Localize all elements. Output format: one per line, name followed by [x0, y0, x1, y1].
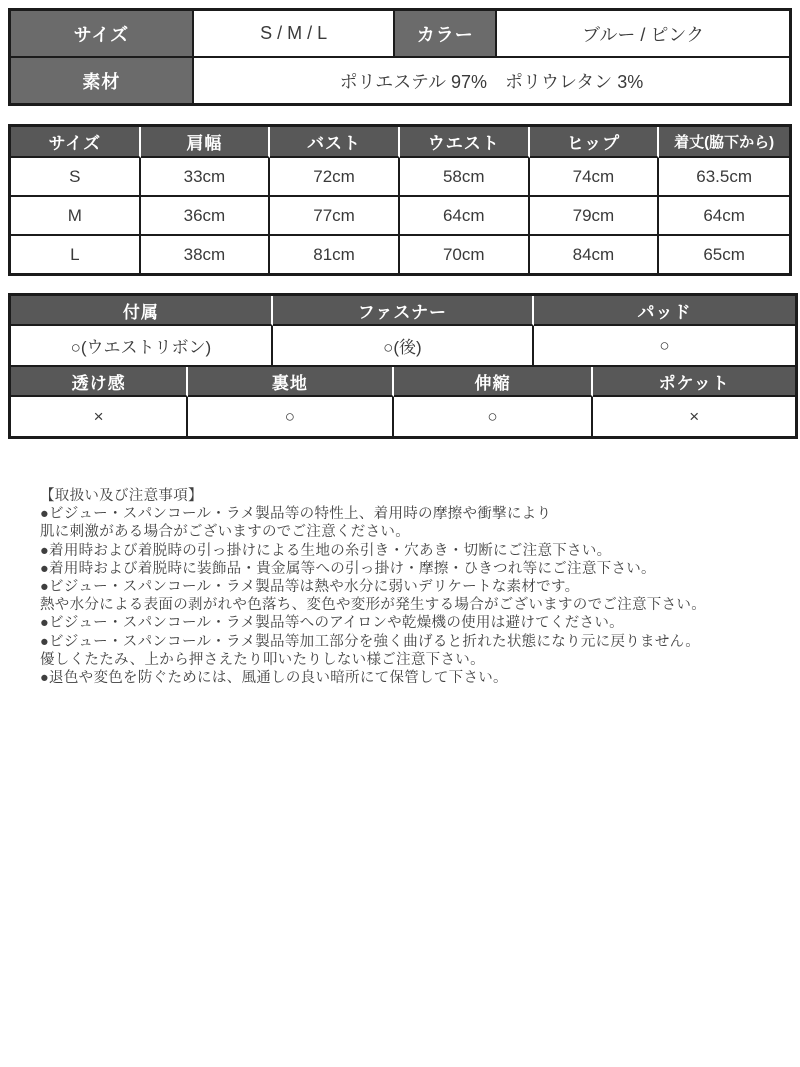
care-note-line: ●着用時および着脱時の引っ掛けによる生地の糸引き・穴あき・切断にご注意下さい。 [40, 542, 612, 559]
value-lining: ○ [188, 397, 393, 436]
header-pocket: ポケット [593, 367, 795, 397]
care-note-line: ●退色や変色を防ぐためには、風通しの良い暗所にて保管して下さい。 [40, 670, 508, 687]
care-notes-title: 【取扱い及び注意事項】 [40, 488, 203, 504]
header-waist: ウエスト [400, 127, 530, 158]
value-stretch: ○ [394, 397, 594, 436]
header-stretch: 伸縮 [394, 367, 594, 397]
cell-hip: 84cm [530, 236, 660, 273]
header-hip: ヒップ [530, 127, 660, 158]
header-pad: パッド [534, 296, 795, 326]
cell-waist: 58cm [400, 158, 530, 197]
value-fastener: ○(後) [273, 326, 534, 367]
care-notes [40, 487, 784, 687]
spec-a-value-row [11, 326, 795, 367]
care-note-line: ●着用時および着脱時に装飾品・貴金属等への引っ掛け・摩擦・ひきつれ等にご注意下さい。 [40, 560, 656, 577]
measurement-table [8, 124, 792, 276]
color-label-cell: カラー [395, 11, 497, 58]
spec-b-header-row [11, 367, 795, 397]
table-row [11, 58, 789, 103]
care-note-line: ●ビジュー・スパンコール・ラメ製品等へのアイロンや乾燥機の使用は避けてください。 [40, 615, 624, 632]
header-attachment: 付属 [11, 296, 273, 326]
cell-waist: 70cm [400, 236, 530, 273]
info-table [8, 8, 792, 106]
header-bust: バスト [270, 127, 400, 158]
value-sheerness: × [11, 397, 188, 436]
cell-size: S [11, 158, 141, 197]
care-note-line: 熱や水分による表面の剥がれや色落ち、変色や変形が発生する場合がございますのでご注意下さい。 [40, 597, 706, 614]
header-fastener: ファスナー [273, 296, 534, 326]
spec-a-header-row [11, 296, 795, 326]
cell-bust: 81cm [270, 236, 400, 273]
cell-waist: 64cm [400, 197, 530, 236]
size-label-cell: サイズ [11, 11, 194, 58]
spec-table-b [11, 367, 795, 436]
table-row-size-l [11, 236, 789, 273]
spec-b-value-row [11, 397, 795, 436]
cell-hip: 79cm [530, 197, 660, 236]
cell-shoulder: 38cm [141, 236, 271, 273]
cell-shoulder: 33cm [141, 158, 271, 197]
header-size: サイズ [11, 127, 141, 158]
cell-length: 63.5cm [659, 158, 789, 197]
care-note-line: 肌に刺激がある場合がございますのでご注意ください。 [40, 524, 410, 541]
value-pad: ○ [534, 326, 795, 367]
cell-hip: 74cm [530, 158, 660, 197]
cell-length: 64cm [659, 197, 789, 236]
header-sheerness: 透け感 [11, 367, 188, 397]
table-row-size-s [11, 158, 789, 197]
cell-length: 65cm [659, 236, 789, 273]
header-lining: 裏地 [188, 367, 393, 397]
material-label-cell: 素材 [11, 58, 194, 103]
care-note-line: ●ビジュー・スパンコール・ラメ製品等の特性上、着用時の摩擦や衝撃により [40, 506, 552, 523]
cell-size: M [11, 197, 141, 236]
table-row [11, 11, 789, 58]
material-value-cell: ポリエステル 97% ポリウレタン 3% [194, 58, 789, 103]
care-note-line: ●ビジュー・スパンコール・ラメ製品等加工部分を強く曲げると折れた状態になり元に戻りません。 [40, 633, 701, 650]
cell-bust: 72cm [270, 158, 400, 197]
header-shoulder-width: 肩幅 [141, 127, 271, 158]
cell-size: L [11, 236, 141, 273]
color-value-cell: ブルー / ピンク [497, 11, 789, 58]
value-attachment: ○(ウエストリボン) [11, 326, 273, 367]
header-length: 着丈(脇下から) [659, 127, 789, 158]
cell-shoulder: 36cm [141, 197, 271, 236]
care-note-line: 優しくたたみ、上から押さえたり叩いたりしない様ご注意下さい。 [40, 651, 485, 668]
table-row-size-m [11, 197, 789, 236]
care-note-line: ●ビジュー・スパンコール・ラメ製品等は熱や水分に弱いデリケートな素材です。 [40, 579, 580, 596]
value-pocket: × [593, 397, 795, 436]
spec-table-a [11, 296, 795, 367]
measurement-header-row [11, 127, 789, 158]
size-value-cell: S / M / L [194, 11, 396, 58]
spec-block [8, 293, 798, 439]
cell-bust: 77cm [270, 197, 400, 236]
